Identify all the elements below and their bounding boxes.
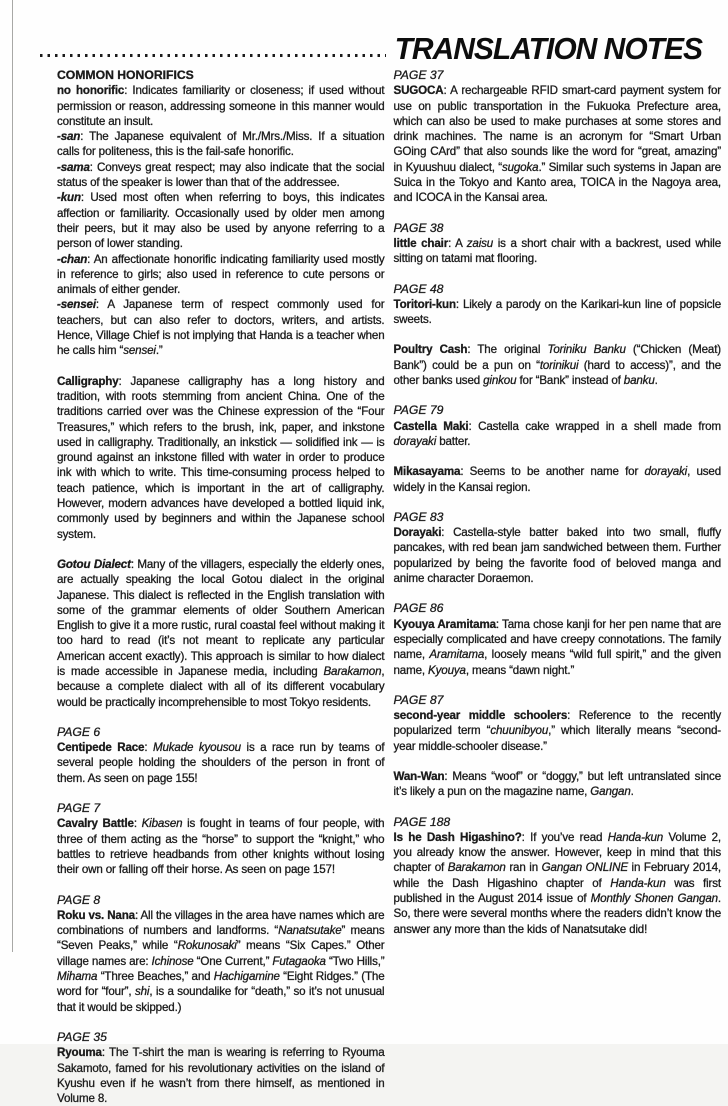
text-segment: zaisu (466, 236, 494, 250)
text-segment: -san (57, 130, 81, 144)
text-segment: Ichinose (151, 954, 194, 968)
note-section (57, 557, 385, 710)
text-segment: Mihama (57, 970, 98, 984)
text-segment: : A Japanese term of respect commonly used for teachers, but can also refer to doctors, writers, and artists. Hence, Village Chief is not implying that Handa is a teacher when he calls him “ (57, 298, 385, 358)
text-segment: is a race run by teams of several people holding the shoulders of the person in front of them. As seen on page 155! (57, 741, 385, 785)
text-segment: (“Chicken (Meat) Bank”) could be a pun on “ (393, 343, 721, 372)
note-paragraph (394, 769, 722, 800)
text-segment: : A (448, 236, 467, 250)
text-segment: little chair (393, 236, 449, 250)
text-segment: : Japanese calligraphy has a long history and tradition, with roots stemming from ancient China. One of the traditions carried over was the Chinese expression of the “Four Treasures,” which refers to the brush, ink, paper, and inkstone used in calligraphy. Traditionally, an inkstick — solidified ink — is ground against an inkstone filled with water in order to produce ink with which to write. This time-consuming process helped to teach patience, which is important in the art of calligraphy. However, modern advances have developed a bottled liquid ink, commonly used by beginners and within the Japanese school system. (57, 374, 385, 541)
text-segment: Barakamon (447, 861, 506, 875)
note-section (57, 68, 385, 359)
note-paragraph (57, 297, 385, 358)
note-paragraph (57, 374, 385, 542)
text-segment: Rokunosaki (177, 939, 237, 953)
text-segment: : Tama chose kanji for her pen name that are especially complicated and have creepy connotations. The family name, (393, 617, 721, 662)
text-segment: was first published in the August 2014 issue of (393, 876, 721, 906)
note-paragraph (394, 830, 722, 937)
text-segment: ginkou (483, 374, 517, 388)
text-segment: second-year middle schoolers (393, 709, 568, 723)
note-section (394, 693, 722, 800)
note-paragraph (57, 190, 385, 251)
text-segment: sensei (123, 344, 156, 358)
note-section (394, 601, 722, 677)
text-segment: dorayaki (393, 434, 437, 448)
page-number-heading: PAGE 6 (57, 724, 101, 739)
text-segment: Hachigamine (213, 970, 280, 984)
page-number-heading: PAGE 79 (393, 403, 444, 418)
note-section (394, 68, 722, 206)
text-segment: : Reference to the recently popularized term “ (393, 709, 721, 738)
note-section (57, 725, 385, 786)
text-segment: Calligraphy (57, 374, 119, 388)
note-paragraph (57, 83, 385, 129)
note-paragraph (57, 816, 385, 877)
text-segment: batter. (436, 434, 471, 448)
note-paragraph (57, 740, 385, 786)
text-segment: . (630, 785, 634, 799)
note-paragraph (394, 708, 722, 754)
text-segment: -chan (57, 252, 88, 266)
text-segment: shi (134, 985, 150, 999)
text-segment: Gangan (590, 785, 631, 799)
note-paragraph (394, 617, 722, 678)
text-segment: , because a complete dialect with all of its different vocabulary would be practically incomprehensible to most Tokyo residents. (57, 664, 385, 709)
text-segment: is a short chair with a backrest, used while sitting on tatami mat flooring. (393, 236, 721, 266)
scan-edge-line (12, 0, 13, 952)
text-segment: “Eight Ridges.” (The word for “four”, (57, 970, 385, 999)
text-segment: , loosely means “wild full spirit,” and the given name, (393, 648, 722, 677)
text-segment: Centipede Race (57, 741, 145, 755)
note-section (57, 1030, 385, 1106)
section-heading: COMMON HONORIFICS (57, 68, 194, 82)
note-paragraph (57, 908, 385, 1015)
text-segment: chuunibyou (490, 724, 549, 738)
text-segment: Mikasayama (393, 465, 461, 479)
text-segment: -sama (57, 160, 90, 174)
note-section (57, 374, 385, 542)
text-segment: Handa-kun (610, 876, 666, 890)
text-segment: Monthly Shonen Gangan (590, 892, 718, 906)
text-segment: Wan-Wan (393, 769, 445, 783)
text-segment: : Castella cake wrapped in a shell made from (468, 419, 721, 433)
text-segment: for “Bank” instead of (516, 374, 624, 388)
text-segment: “Two Hills,” (325, 954, 385, 968)
text-segment: Castella Maki (393, 419, 469, 433)
dotted-leader (40, 54, 386, 57)
text-segment: : The T-shirt the man is wearing is referring to Ryouma Sakamoto, famed for his revolutionary activities on the island of Kyushu even if he wasn’t from there himself, as mentioned in Volume 8. (57, 1046, 385, 1106)
text-segment: . (654, 374, 658, 388)
text-segment: Cavalry Battle (57, 817, 134, 831)
text-segment: is fought in teams of four people, with three of them acting as the “horse” to support the “knight,” who battles to retrieve headbands from other knights without losing their own or falling off their horse. As seen on page 157! (57, 817, 385, 877)
text-segment: in February 2014, while the Dash Higashino chapter of (393, 861, 721, 890)
left-column (57, 68, 385, 1106)
text-segment: : (133, 817, 142, 831)
text-segment: : Seems to be another name for (460, 465, 645, 479)
page-number-heading: PAGE 83 (393, 509, 444, 524)
text-segment: Toriniku Banku (547, 343, 626, 357)
note-paragraph (57, 160, 385, 191)
note-paragraph (394, 464, 722, 495)
text-segment: Roku vs. Nana (57, 908, 135, 922)
note-section (57, 893, 385, 1015)
text-segment: : Many of the villagers, especially the elderly ones, are actually speaking the local Gotou dialect in the original Japanese. This dialect is reflected in the English translation with some of the grammar elements of older Southern American English to give it a more rustic, rural coastal feel without making it too hard to read (it’s not meant to replicate any particular American accent exactly). This approach is similar to how dialect is made accessible in Japanese media, including (57, 557, 385, 678)
text-segment: . So, there were several months where the readers didn’t know the answer any more than the kids of Nanatsutake did! (393, 892, 721, 936)
text-segment: : Castella-style batter baked into two small, fluffy pancakes, with red bean jam sandwiched between them. Further popularized by being the favorite food of beloved manga and anime character Doraemon. (393, 526, 721, 586)
text-segment: Barakamon (323, 664, 382, 678)
text-segment: : The original (467, 343, 548, 357)
text-segment: ” means “Six Capes.” Other village names are: (57, 939, 385, 968)
note-paragraph (394, 419, 722, 450)
text-segment: sugoka (501, 160, 539, 174)
text-segment: , used widely in the Kansai region. (393, 465, 721, 494)
text-segment: ” means “Seven Peaks,” while “ (57, 924, 385, 953)
text-segment: , is a soundalike for “death,” so it’s not unusual that it would be skipped.) (57, 985, 385, 1014)
text-segment: Kyouya (428, 663, 466, 677)
page-number-heading: PAGE 86 (393, 601, 444, 616)
text-segment: : A rechargeable RFID smart-card payment system for use on public transportation in the Fukuoka Prefecture area, which can also be used to make purchases at some stores and drink machines. The name is an acronym for “Smart Urban GOing CArd” that also sounds like the word for “great, amazing” in Kyuushuu dialect, “ (393, 84, 721, 174)
text-segment: Mukade kyousou (152, 741, 241, 755)
page-number-heading: PAGE 48 (393, 281, 444, 296)
text-segment: -kun (57, 191, 81, 205)
text-segment: banku (623, 374, 655, 388)
text-segment: Aramitama (429, 648, 485, 662)
text-segment: Futagaoka (272, 954, 326, 968)
note-paragraph (57, 252, 385, 298)
text-segment: : All the villages in the area have names which are combinations of numbers and landforms. “ (57, 908, 385, 938)
text-segment: .” Similar such systems in Japan are Suica in the Tokyo and Kanto area, TOICA in the Nagoya area, and ICOCA in the Kansai area. (393, 160, 721, 205)
note-paragraph (394, 83, 722, 205)
text-segment: : An affectionate honorific indicating familiarity used mostly in reference to girls; also used in reference to cute persons or animals of either gender. (57, 252, 385, 297)
note-paragraph (57, 129, 385, 160)
page-number-heading: PAGE 7 (57, 801, 101, 816)
text-segment: torinikui (539, 358, 579, 372)
page-title: TRANSLATION NOTES (394, 32, 702, 67)
text-segment: : If you’ve read (521, 830, 608, 844)
note-paragraph (394, 297, 722, 328)
note-section (394, 815, 722, 937)
text-segment: Toritori-kun (393, 297, 456, 311)
text-segment: Poultry Cash (393, 343, 468, 357)
note-section (394, 403, 722, 494)
text-segment: ,” which literally means “second-year middle-schooler disease.” (393, 724, 721, 753)
text-segment: no honorific (57, 84, 125, 98)
text-segment: Gotou Dialect (57, 557, 131, 571)
text-segment: Ryouma (57, 1046, 102, 1060)
text-segment: ran in (505, 861, 542, 875)
text-segment: Kibasen (141, 817, 183, 831)
text-segment: Handa-kun (607, 830, 664, 844)
text-segment: Volume 2, you already know the answer. However, keep in mind that this chapter of (393, 830, 721, 875)
notes-columns (57, 68, 721, 1106)
page-number-heading: PAGE 38 (393, 220, 444, 235)
page-number-heading: PAGE 37 (393, 68, 444, 82)
text-segment: : Indicates familiarity or closeness; if used without permission or reason, addressing someone in this manner would constitute an insult. (57, 84, 385, 128)
text-segment: : The Japanese equivalent of Mr./Mrs./Miss. If a situation calls for politeness, this is the fail-safe honorific. (57, 130, 385, 159)
text-segment: Nanatsutake (278, 924, 342, 938)
page-header (40, 33, 702, 67)
page-number-heading: PAGE 35 (57, 1029, 107, 1044)
text-segment: : (144, 741, 153, 755)
note-paragraph (57, 1045, 385, 1106)
note-section (394, 282, 722, 389)
page-number-heading: PAGE 188 (393, 814, 451, 829)
text-segment: “Three Beaches,” and (97, 970, 214, 984)
text-segment: Gangan ONLINE (541, 861, 628, 875)
text-segment: Dorayaki (393, 526, 442, 540)
text-segment: .” (155, 344, 163, 358)
text-segment: -sensei (57, 298, 96, 312)
text-segment: : Conveys great respect; may also indicate that the social status of the speaker is lower than that of the addressee. (57, 160, 385, 190)
text-segment: : Used most often when referring to boys, this indicates affection or familiarity. Occasionally used by older men among their peers, but it may also be used by anyone referring to a person of lower standing. (57, 191, 385, 251)
text-segment: : Likely a parody on the Karikari-kun line of popsicle sweets. (393, 297, 721, 327)
note-paragraph (394, 525, 722, 586)
note-paragraph (394, 236, 722, 267)
page-number-heading: PAGE 87 (393, 692, 444, 707)
text-segment: (hard to access)”, and the other banks used (393, 358, 722, 388)
note-section (394, 221, 722, 267)
right-column (394, 68, 722, 1106)
text-segment: “One Current,” (193, 954, 273, 968)
text-segment: Kyouya Aramitama (393, 617, 496, 631)
text-segment: SUGOCA (393, 84, 444, 98)
note-paragraph (394, 342, 722, 388)
text-segment: , means “dawn night.” (465, 663, 575, 677)
text-segment: dorayaki (644, 465, 688, 479)
page-number-heading: PAGE 8 (57, 892, 101, 907)
note-paragraph (57, 557, 385, 710)
text-segment: : Means “woof” or “doggy,” but left untranslated since it’s likely a pun on the magazine name, (393, 769, 721, 799)
note-section (394, 510, 722, 586)
text-segment: Is he Dash Higashino? (393, 830, 522, 844)
note-section (57, 801, 385, 877)
